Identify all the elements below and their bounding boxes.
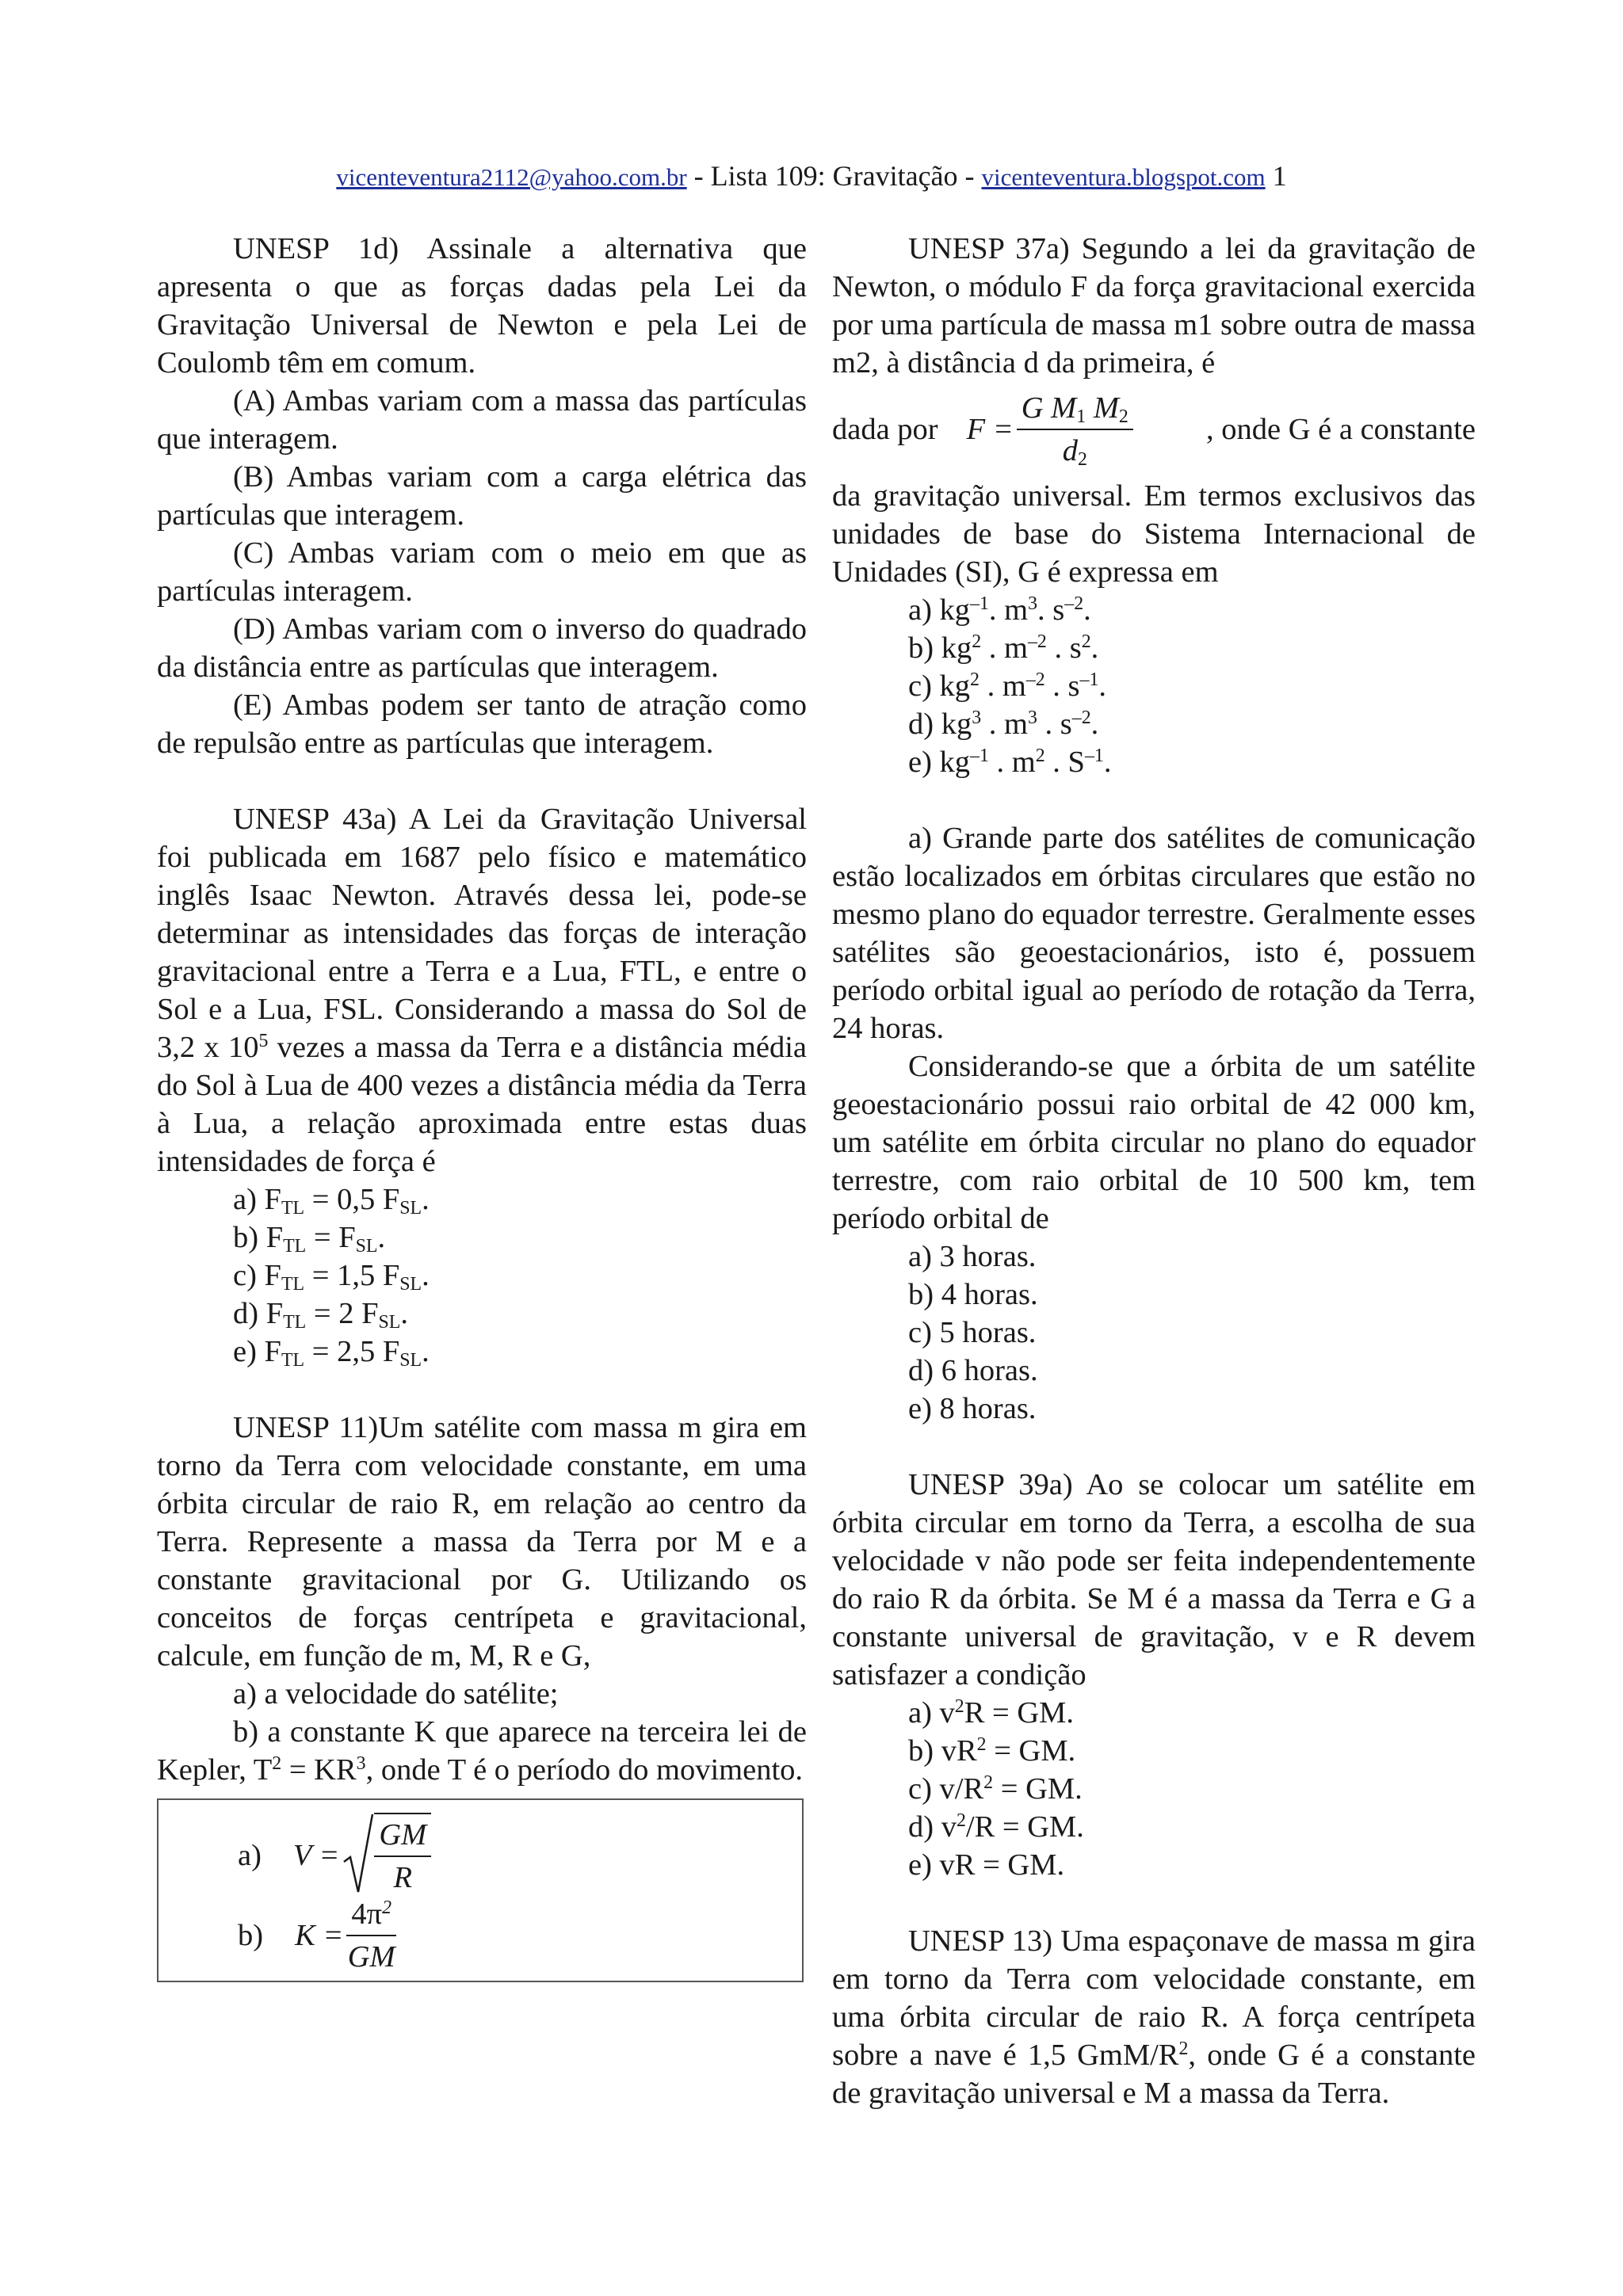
question-4-text: UNESP 37a) Segundo a lei da gravitação de Newton, o módulo F da força gravitacional exercida por uma partícula de massa m1 sobre outra de massa m2, à distância d da primeira, é [832,232,1476,379]
answer-a: a) V = $\frac{GM}{R}$ [238,1813,431,1898]
question-4-text-continued: da gravitação universal. Em termos exclusivos das unidades de base do Sistema Internacional de Unidades (SI), G é expressa em [832,479,1476,589]
question-1-option-d: (D) Ambas variam com o inverso do quadrado da distância entre as partículas que interagem. [157,612,807,684]
question-5-option-e: e) 8 horas. [908,1392,1037,1425]
question-4-option-c: c) $kg^2$ . $m^{-2}$ . $s^{-1}$. [908,669,1107,703]
question-1-option-e: (E) Ambas podem ser tanto de atração como de repulsão entre as partículas que interagem. [157,688,807,760]
header-separator: - [686,160,711,192]
question-6-option-d: d) $v^2/R$ = GM. [908,1810,1084,1844]
question-4-option-e: e) $kg^{-1}$ . $m^2$ . $S^{-1}$. [908,745,1112,779]
question-2-text: UNESP 43a) A Lei da Gravitação Universal foi publicada em 1687 pelo físico e matemático inglês Isaac Newton. Através dessa lei, pode-se determinar as intensidades das forças de interação gravitacional entre a Terra e a Lua, FTL, e entre o Sol e a Lua, FSL. Considerando a massa do Sol de 3,2 x $10^5$ vezes a massa da Terra e a distância média do Sol à Lua de 400 vezes a distância média da Terra à Lua, a relação aproximada entre estas duas intensidades de força é [157,803,808,1178]
question-2-option-c: c) $F_{TL} = 1,5$ $F_{SL}$. [233,1259,430,1295]
question-2-option-b: b) $F_{TL} = F_{SL}$. [233,1221,386,1257]
question-6-option-b: b) $vR^2$ = GM. [908,1733,1076,1768]
question-1-text: UNESP 1d) Assinale a alternativa que apresenta o que as forças dadas pela Lei da Gravitação Universal de Newton e pela Lei de Coulomb têm em comum. [157,232,807,379]
question-2-option-a: a) $F_{TL} = 0,5$ $F_{SL}$. [233,1183,430,1219]
question-2-option-e: e) $F_{TL} = 2,5$ $F_{SL}$. [233,1335,430,1371]
page-header [0,157,1623,196]
question-5-text-continued: Considerando-se que a órbita de um satélite geoestacionário possui raio orbital de 42 000 km, um satélite em órbita circular no plano do equador terrestre, com raio orbital de 10 500 km, tem período orbital de [832,1050,1476,1235]
question-5-text: a) Grande parte dos satélites de comunicação estão localizados em órbitas circulares que estão no mesmo plano do equador terrestre. Geralmente esses satélites são geoestacionários, isto é, possuem período orbital igual ao período de rotação da Terra, 24 horas. [832,822,1476,1045]
question-1-option-b: (B) Ambas variam com a carga elétrica das partículas que interagem. [157,460,807,532]
question-1-option-c: (C) Ambas variam com o meio em que as partículas interagem. [157,536,807,608]
answer-b: b) K = $\frac{4\pi^2}{GM}$ [238,1894,396,1978]
question-6-option-e: e) vR = GM. [908,1848,1065,1882]
question-7-text: UNESP 13) Uma espaçonave de massa m gira em torno da Terra com velocidade constante, em uma órbita circular de raio R. A força centrípeta sobre a nave é 1,5 GmM/$R^2$, onde G é a constante de gravitação universal e M a massa da Terra. [832,1924,1476,2110]
question-4-option-b: b) $kg^2$ . $m^{-2}$ . $s^2$. [908,631,1099,665]
answer-box [157,1798,804,1982]
page-number: 1 [1272,160,1287,192]
question-1-option-a: (A) Ambas variam com a massa das partículas que interagem. [157,384,807,456]
question-6-option-a: a) $v^2R$ = GM. [908,1695,1075,1730]
question-6-option-c: c) $v/R^2$ = GM. [908,1772,1083,1806]
right-column [832,230,1476,2112]
question-5-option-a: a) 3 horas. [908,1240,1037,1273]
gravitation-formula-line: dada por F = $\frac{G M_1 M_2}{d_2}$ , onde G é a constante [832,382,1476,477]
question-2-option-d: d) $F_{TL} = 2$ $F_{SL}$. [233,1297,408,1333]
question-6-text: UNESP 39a) Ao se colocar um satélite em órbita circular em torno da Terra, a escolha de sua velocidade v não pode ser feita independentemente do raio R da órbita. Se M é a massa da Terra e G a constante universal de gravitação, v e R devem satisfazer a condição [832,1468,1476,1691]
gravitation-formula: F = $\frac{G M_1 M_2}{d_2}$ [967,387,1133,471]
blog-link[interactable]: vicenteventura.blogspot.com [981,163,1266,191]
question-5-option-c: c) 5 horas. [908,1316,1037,1349]
question-3-item-a: a) a velocidade do satélite; [233,1677,559,1711]
question-4-option-a: a) $kg^{-1}$. $m^3$. $s^{-2}$. [908,593,1091,627]
question-5-option-b: b) 4 horas. [908,1278,1038,1311]
question-3-text: UNESP 11)Um satélite com massa m gira em torno da Terra com velocidade constante, em uma órbita circular de raio R, em relação ao centro da Terra. Represente a massa da Terra por M e a constante gravitacional por G. Utilizando os conceitos de forças centrípeta e gravitacional, calcule, em função de m, M, R e G, [157,1411,807,1672]
header-separator: - [957,160,982,192]
question-3-item-b: b) a constante K que aparece na terceira lei de Kepler, $T^2 = KR^3$, onde T é o período do movimento. [157,1715,807,1787]
question-5-option-d: d) 6 horas. [908,1354,1038,1387]
left-column [157,230,807,1982]
author-email-link[interactable]: vicenteventura2112@yahoo.com.br [336,163,687,191]
document-title: Lista 109: Gravitação [710,160,958,192]
question-4-option-d: d) $kg^3$ . $m^3$ . $s^{-2}$. [908,707,1099,741]
square-root-symbol: $\frac{GM}{R}$ [342,1813,431,1898]
